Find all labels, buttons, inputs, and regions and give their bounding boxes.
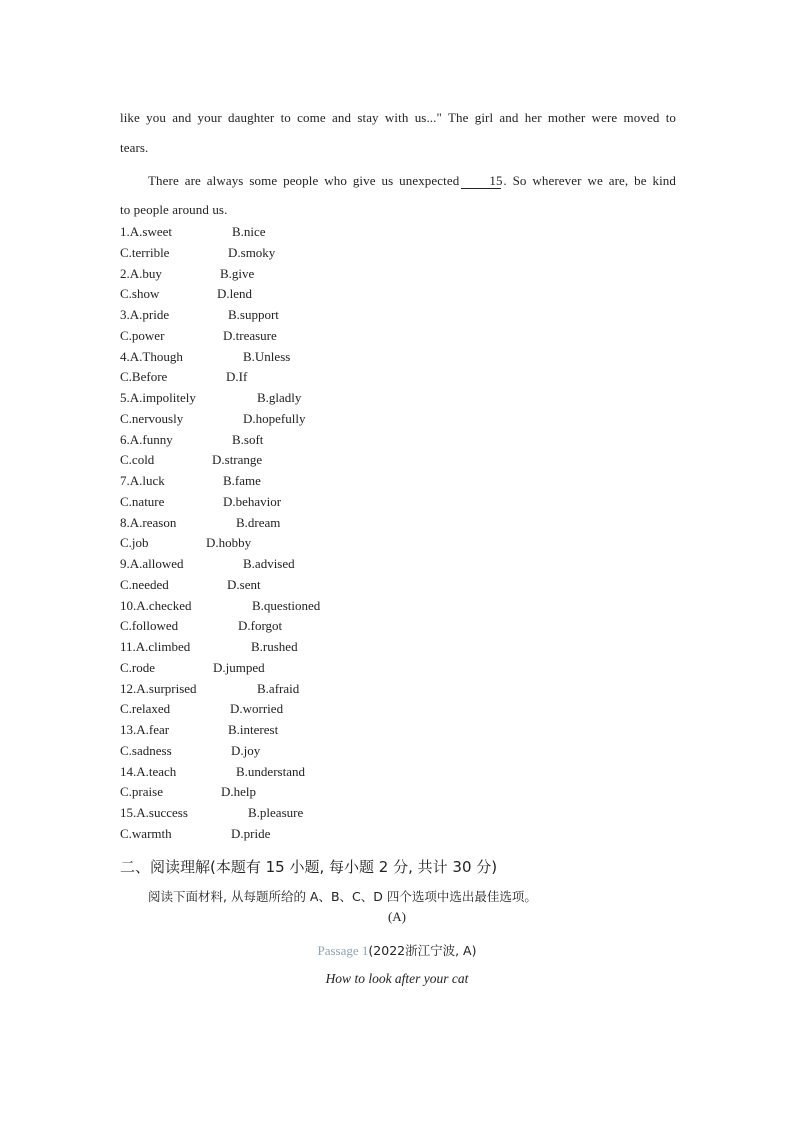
question-row-ab [120,803,520,824]
option-d: D.hobby [206,535,252,551]
question-row-ab [120,305,520,326]
option-d: D.If [226,369,248,385]
question-row-cd [120,284,520,305]
option-c: C.job [120,535,149,551]
option-b: B.support [228,307,279,322]
question-row-cd [120,616,520,637]
option-d: D.sent [227,576,261,592]
option-c: C.terrible [120,244,170,260]
passage-source: (2022浙江宁波, A) [368,943,477,958]
option-b: B.fame [223,473,261,488]
question-row-ab [120,596,520,617]
passage-header [0,941,794,959]
option-c: C.Before [120,369,168,385]
option-d: D.strange [212,452,263,468]
option-c: C.needed [120,576,169,592]
option-c: C.show [120,286,160,302]
option-b: B.questioned [252,597,321,613]
option-a: 10.A.checked [120,597,192,613]
option-a: 6.A.funny [120,431,173,447]
question-row-cd [120,367,520,388]
question-options-list [120,222,520,845]
question-row-ab [120,347,520,368]
option-c: C.nervously [120,410,184,426]
option-b: B.understand [236,763,305,779]
option-a: 15.A.success [120,805,188,820]
option-b: B.pleasure [248,805,304,820]
option-c: C.relaxed [120,701,171,717]
question-row-ab [120,554,520,575]
option-a: 11.A.climbed [120,639,191,654]
passage-line-3-end: . So wherever we are, be kind [503,173,676,188]
option-b: B.gladly [257,390,302,405]
option-a: 2.A.buy [120,265,162,281]
passage-line-2: tears. [120,140,149,155]
passage-line-3-start: There are always some people who give us unexpected [148,173,460,188]
question-row-cd [120,326,520,347]
answer-blank: 15 [461,174,501,189]
option-b: B.soft [232,431,264,447]
option-d: D.joy [231,742,261,758]
question-row-cd [120,824,520,845]
passage-line-3 [120,173,676,189]
question-row-cd [120,658,520,679]
option-d: D.treasure [223,327,277,343]
question-row-cd [120,243,520,264]
question-row-cd [120,699,520,720]
passage-name: Passage 1 [317,943,369,958]
option-d: D.smoky [228,244,276,260]
question-row-ab [120,430,520,451]
option-c: C.nature [120,493,165,509]
question-row-ab [120,388,520,409]
section-instruction: 阅读下面材料, 从每题所给的 A、B、C、D 四个选项中选出最佳选项。 [148,889,537,904]
option-a: 12.A.surprised [120,680,197,696]
option-b: B.rushed [251,639,298,654]
question-row-ab [120,222,520,243]
option-c: C.sadness [120,742,172,758]
option-a: 9.A.allowed [120,556,184,571]
option-d: D.jumped [213,659,265,675]
option-b: B.give [220,265,255,281]
option-d: D.behavior [223,493,282,509]
question-row-cd [120,782,520,803]
option-c: C.power [120,327,165,343]
question-row-cd [120,575,520,596]
passage-line-1: like you and your daughter to come and stay with us..." The girl and her mother were moved to [120,110,676,125]
option-b: B.interest [228,722,279,737]
option-d: D.pride [231,825,271,841]
question-row-ab [120,513,520,534]
option-a: 1.A.sweet [120,224,172,239]
option-b: B.Unless [243,348,291,364]
option-c: C.cold [120,452,155,468]
option-c: C.rode [120,659,156,675]
option-b: B.dream [236,514,281,530]
question-row-cd [120,409,520,430]
question-row-cd [120,492,520,513]
question-row-cd [120,533,520,554]
passage-title: How to look after your cat [325,971,469,986]
option-d: D.forgot [238,618,283,634]
option-b: B.nice [232,224,266,239]
question-row-ab [120,762,520,783]
option-c: C.warmth [120,825,172,841]
passage-line-4: to people around us. [120,202,228,217]
option-b: B.afraid [257,680,300,696]
option-d: D.help [221,784,257,800]
question-row-ab [120,637,520,658]
option-c: C.praise [120,784,163,800]
part-label: (A) [387,909,407,924]
option-a: 5.A.impolitely [120,390,196,405]
option-a: 4.A.Though [120,348,183,364]
question-row-cd [120,450,520,471]
option-c: C.followed [120,618,179,634]
option-d: D.lend [217,286,253,302]
question-row-ab [120,720,520,741]
option-a: 7.A.luck [120,473,165,488]
option-a: 8.A.reason [120,514,177,530]
option-b: B.advised [243,556,295,571]
question-row-cd [120,741,520,762]
question-row-ab [120,471,520,492]
option-a: 13.A.fear [120,722,170,737]
option-a: 14.A.teach [120,763,177,779]
option-a: 3.A.pride [120,307,170,322]
option-d: D.hopefully [243,410,306,426]
option-d: D.worried [230,701,284,717]
question-row-ab [120,679,520,700]
section-title: 二、阅读理解(本题有 15 小题, 每小题 2 分, 共计 30 分) [120,858,498,876]
question-row-ab [120,264,520,285]
